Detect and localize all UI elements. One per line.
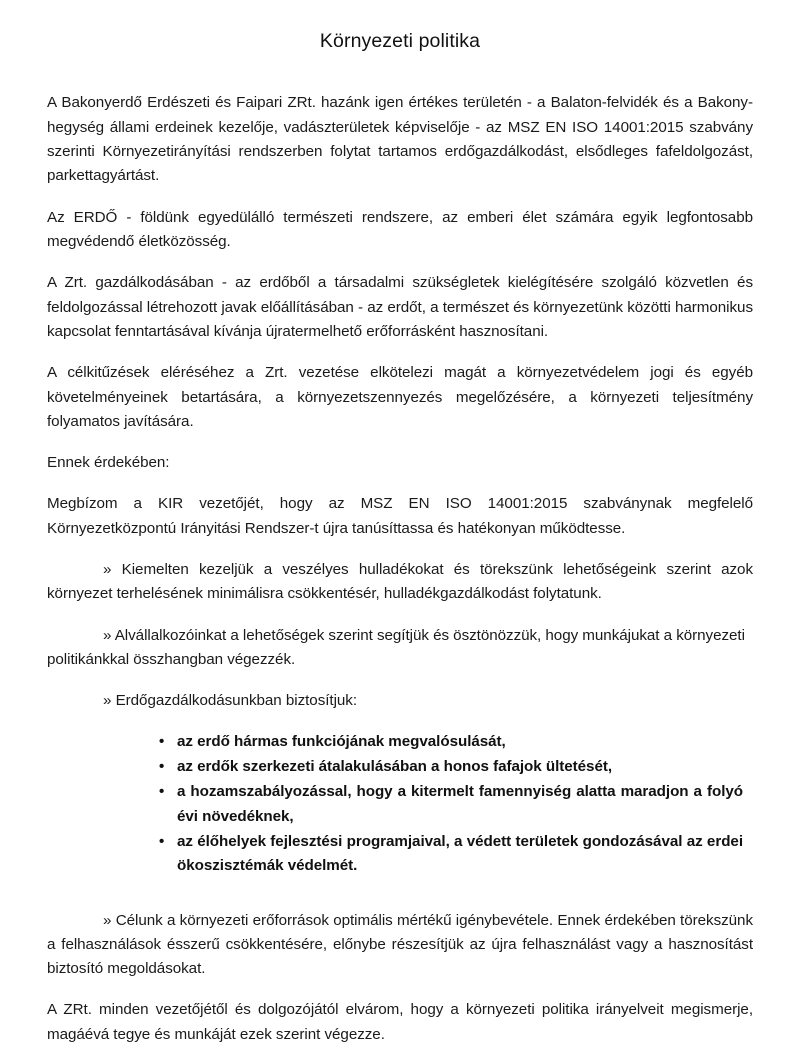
paragraph-commitment: A célkitűzések eléréséhez a Zrt. vezetése elkötelezi magát a környezetvédelem jogi és egyéb követelményeinek betartására, a környezetszennyezés megelőzésére, a környezeti teljesítmény folyamatos javítására.: [47, 364, 753, 430]
paragraph-therefore-heading: Ennek érdekében:: [47, 454, 170, 472]
list-item: • a hozamszabályozással, hogy a kitermelt famennyiség alatta maradjon a folyó évi növedéknek,: [47, 780, 753, 829]
paragraph-waste-management: » Kiemelten kezeljük a veszélyes hulladékokat és törekszünk lehetőségeink szerint azok környezet terhelésének minimálisra csökkentésér, hulladékgazdálkodást folytatunk.: [47, 561, 753, 603]
page-title: Környezeti politika: [319, 30, 481, 52]
paragraph-intro: A Bakonyerdő Erdészeti és Faipari ZRt. hazánk igen értékes területén - a Balaton-felvidék és a Bakony-hegység állami erdeinek kezelője, vadászterületek képviselője - az MSZ EN ISO 14001:2015 szabvány szerinti Környezetirányítási rendszerben folytat tartamos erdőgazdálkodást, elsődleges fafeldolgozást, parkettagyártást.: [47, 94, 753, 185]
paragraph-forestry-intro: » Erdőgazdálkodásunkban biztosítjuk:: [103, 692, 358, 710]
document-body: [47, 91, 753, 1047]
paragraph-management: A Zrt. gazdálkodásában - az erdőből a társadalmi szükségletek kielégítésére szolgáló közvetlen és feldolgozással létrehozott javak előállításában - az erdőt, a természet és környezetünk közötti harmonikus kapcsolat fenntartásával kívánja újratermelhető erőforrásként hasznosítani.: [47, 274, 753, 340]
forestry-commitments-list: [47, 730, 753, 879]
paragraph-subcontractors: » Alvállalkozóinkat a lehetőségek szerint segítjük és ösztönözzük, hogy munkájukat a környezeti politikánkkal összhangban végezzék.: [47, 626, 745, 669]
paragraph-closing-expectation: A ZRt. minden vezetőjétől és dolgozójától elvárom, hogy a környezeti politika irányelveit megismerje, magáévá tegye és munkáját ezek szerint végezze.: [47, 1001, 753, 1043]
paragraph-resource-use: » Célunk a környezeti erőforrások optimális mértékű igénybevétele. Ennek érdekében törekszünk a felhasználások ésszerű csökkentésére, előnybe részesítjük az újra felhasználást vagy a hasznosítást biztosító megoldásokat.: [47, 911, 753, 978]
list-item: • az erdők szerkezeti átalakulásában a honos fafajok ültetését,: [47, 755, 753, 779]
list-item: • az élőhelyek fejlesztési programjaival, a védett területek gondozásával az erdei ökoszisztémák védelmét.: [47, 830, 753, 879]
list-item: • az erdő hármas funkciójának megvalósulását,: [47, 730, 753, 754]
bullet-list-container: [47, 730, 753, 879]
paragraph-forest-definition: Az ERDŐ - földünk egyedülálló természeti rendszere, az emberi élet számára egyik legfontosabb megvédendő életközösség.: [47, 208, 753, 250]
paragraph-kir-mandate: Megbízom a KIR vezetőjét, hogy az MSZ EN ISO 14001:2015 szabványnak megfelelő Környezetközpontú Irányitási Rendszer-t újra tanúsíttassa és hatékonyan működtesse.: [47, 495, 753, 537]
